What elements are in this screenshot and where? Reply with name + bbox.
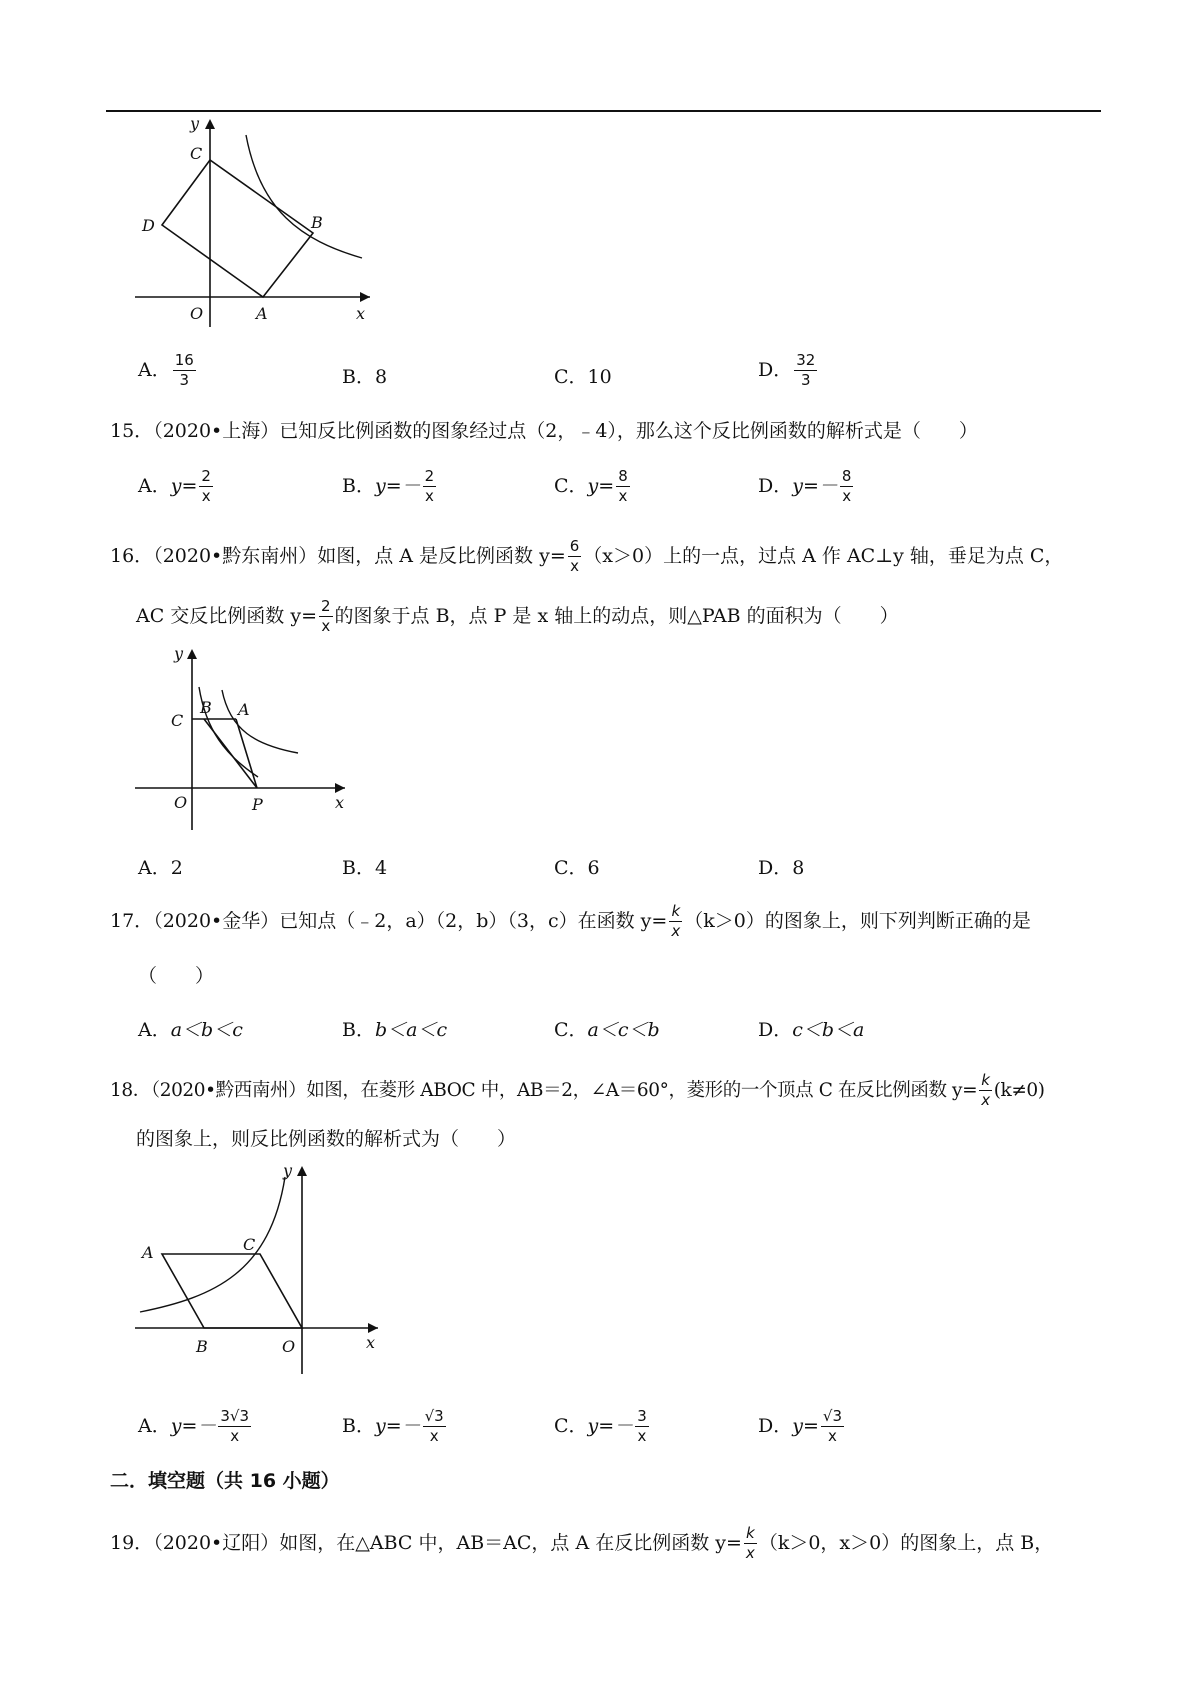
q14-figure [130, 115, 380, 330]
q18-label-b: B [196, 1337, 208, 1356]
q18-line1-fraction: $\frac{k}{x}$ [981, 1071, 990, 1110]
header-rule [106, 110, 1101, 112]
q18-label-x: x [366, 1333, 376, 1352]
q16-option-b[interactable]: B．4 [342, 857, 388, 879]
q16-option-c[interactable]: C．6 [554, 857, 600, 879]
q18-question-line1: 18．（2020•黔西南州）如图，在菱形 ABOC 中，AB＝2，∠A＝60°，菱形的一个顶点 C 在反比例函数 y= $\frac{k}{x}$ (k≠0) [110, 1071, 1045, 1110]
q16-triangle-pab [204, 719, 257, 788]
q14-option-d[interactable]: D． $\frac{32}{3}$ [758, 351, 816, 390]
q16-line2-fraction: $\frac{2}{x}$ [321, 597, 331, 636]
q15-option-c-fraction: $\frac{8}{x}$ [618, 467, 628, 506]
q18-y-arrow [297, 1166, 307, 1176]
q15-option-d[interactable]: D．y=－ $\frac{8}{x}$ [758, 467, 852, 506]
q15-question: 15．（2020•上海）已知反比例函数的图象经过点（2，﹣4），那么这个反比例函数的解析式是（ ） [110, 420, 978, 442]
q18-rhombus-aboc [162, 1254, 302, 1328]
q18-label-a: A [142, 1243, 154, 1262]
q18-figure [130, 1162, 390, 1377]
q18-option-c[interactable]: C．y=－ $\frac{3}{x}$ [554, 1407, 647, 1446]
q19-question-line1: 19．（2020•辽阳）如图，在△ABC 中，AB＝AC，点 A 在反比例函数 y= $\frac{k}{x}$ （k＞0，x＞0）的图象上，点 B， [110, 1524, 1054, 1563]
section-title-fill-in: 二．填空题（共 16 小题） [110, 1470, 340, 1492]
q16-figure [130, 645, 355, 835]
q16-hyperbola-outer [222, 690, 298, 753]
q17-option-c[interactable]: C．a＜c＜b [554, 1019, 660, 1041]
q14-option-d-fraction: $\frac{32}{3}$ [796, 351, 816, 390]
q14-option-a-fraction: $\frac{16}{3}$ [174, 351, 194, 390]
q16-line1-fraction: $\frac{6}{x}$ [569, 537, 580, 576]
q17-option-a[interactable]: A．a＜b＜c [138, 1019, 243, 1041]
q18-option-d-fraction: $\frac{√3}{x}$ [822, 1407, 842, 1446]
q16-question-line2: AC 交反比例函数 y= $\frac{2}{x}$ 的图象于点 B，点 P 是 x 轴上的动点，则△PAB 的面积为（ ） [136, 597, 899, 636]
q14-x-arrow [360, 292, 370, 302]
q17-question-line1: 17．（2020•金华）已知点（﹣2，a）（2，b）（3，c）在函数 y= $\frac{k}{x}$ （k＞0）的图象上，则下列判断正确的是 [110, 902, 1031, 941]
q18-label-o: O [282, 1337, 296, 1356]
q18-question-line2: 的图象上，则反比例函数的解析式为（ ） [136, 1128, 517, 1150]
q14-label-a: A [256, 304, 268, 323]
q16-option-d[interactable]: D．8 [758, 857, 805, 879]
q15-option-a-fraction: $\frac{2}{x}$ [201, 467, 211, 506]
q16-label-p: P [252, 795, 263, 814]
q17-question-line2: （ ） [138, 965, 215, 987]
q17-line1-fraction: $\frac{k}{x}$ [671, 902, 681, 941]
q16-label-a: A [238, 700, 250, 719]
q14-y-arrow [205, 119, 215, 129]
q16-y-arrow [187, 649, 197, 659]
q15-option-c[interactable]: C．y= $\frac{8}{x}$ [554, 467, 628, 506]
q18-x-arrow [368, 1323, 378, 1333]
q14-label-x: x [356, 304, 366, 323]
q19-line1-fraction: $\frac{k}{x}$ [745, 1524, 755, 1563]
q16-option-a[interactable]: A．2 [138, 857, 183, 879]
q17-option-b[interactable]: B．b＜a＜c [342, 1019, 448, 1041]
q17-option-d[interactable]: D．c＜b＜a [758, 1019, 865, 1041]
q18-option-d[interactable]: D．y= $\frac{√3}{x}$ [758, 1407, 842, 1446]
q18-option-a[interactable]: A．y=－ $\frac{3√3}{x}$ [138, 1407, 250, 1446]
q18-label-y: y [283, 1162, 293, 1180]
q18-option-b[interactable]: B．y=－ $\frac{√3}{x}$ [342, 1407, 444, 1446]
q14-rectangle-abcd [162, 160, 313, 297]
q14-label-o: O [190, 304, 204, 323]
q14-label-y: y [190, 115, 200, 133]
q15-option-b[interactable]: B．y=－ $\frac{2}{x}$ [342, 467, 435, 506]
q15-option-a[interactable]: A．y= $\frac{2}{x}$ [138, 467, 211, 506]
q18-label-c: C [243, 1235, 256, 1254]
q14-label-c: C [190, 144, 203, 163]
q16-label-b: B [200, 698, 212, 717]
q14-option-b[interactable]: B．8 [342, 366, 388, 388]
q16-label-c: C [171, 711, 184, 730]
q18-option-a-fraction: $\frac{3√3}{x}$ [220, 1407, 250, 1446]
q16-question-line1: 16．（2020•黔东南州）如图，点 A 是反比例函数 y= $\frac{6}{x}$ （x＞0）上的一点，过点 A 作 AC⊥y 轴，垂足为点 C， [110, 537, 1064, 576]
q15-option-d-fraction: $\frac{8}{x}$ [841, 467, 852, 506]
q14-label-b: B [311, 213, 323, 232]
q15-option-b-fraction: $\frac{2}{x}$ [424, 467, 435, 506]
q18-option-c-fraction: $\frac{3}{x}$ [637, 1407, 647, 1446]
q14-label-d: D [142, 216, 155, 235]
q18-option-b-fraction: $\frac{√3}{x}$ [424, 1407, 444, 1446]
q16-label-y: y [174, 645, 184, 663]
q14-hyperbola [246, 135, 362, 258]
q16-x-arrow [335, 783, 345, 793]
q16-label-o: O [174, 793, 188, 812]
q18-hyperbola [140, 1177, 285, 1312]
q16-label-x: x [335, 793, 345, 812]
q14-option-c[interactable]: C．10 [554, 366, 612, 388]
q14-option-a[interactable]: A． $\frac{16}{3}$ [138, 351, 194, 390]
